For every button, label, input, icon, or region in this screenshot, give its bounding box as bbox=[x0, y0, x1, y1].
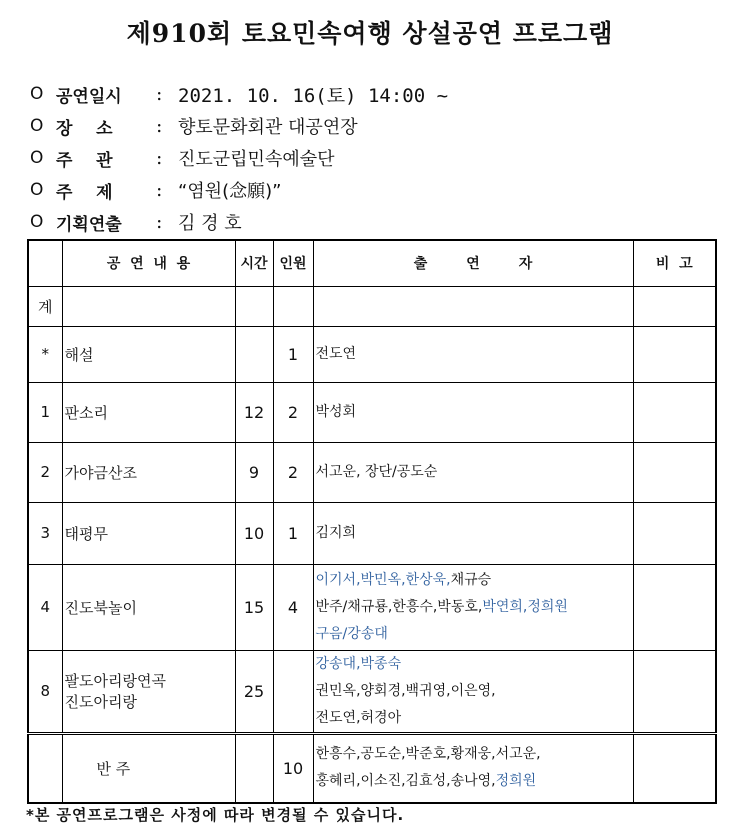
performer-line bbox=[316, 705, 631, 732]
accompaniment-people: 10 bbox=[273, 733, 313, 803]
info-value: 김 경 호 bbox=[178, 213, 242, 234]
info-label: 장 소 bbox=[56, 118, 113, 139]
performer-line bbox=[316, 520, 631, 547]
performer-names: 홍혜리,이소진,김효성,송나영, bbox=[315, 773, 496, 790]
program-people: 1 bbox=[273, 502, 313, 564]
info-row bbox=[30, 78, 448, 110]
performer-line bbox=[316, 651, 631, 678]
performer-names: 한흥수,공도순,박준호,황재웅,서고운, bbox=[315, 746, 541, 763]
note-cell bbox=[633, 564, 716, 650]
performer-names: 전도연 bbox=[315, 345, 357, 362]
program-name bbox=[62, 650, 235, 733]
header-content: 공 연 내 용 bbox=[62, 240, 235, 286]
program-name bbox=[62, 502, 235, 564]
program-time: 12 bbox=[235, 382, 273, 442]
info-row bbox=[30, 110, 448, 142]
row-number: 8 bbox=[28, 650, 62, 733]
performer-line bbox=[316, 459, 631, 486]
performer-line bbox=[316, 341, 631, 368]
info-colon: : bbox=[156, 115, 163, 137]
info-row bbox=[30, 206, 448, 238]
performers-cell bbox=[313, 326, 633, 382]
program-name-line: 팔도아리랑연곡 bbox=[64, 672, 166, 690]
performer-line bbox=[316, 594, 631, 621]
performer-names: 강송대,박종숙 bbox=[315, 655, 402, 672]
performer-line bbox=[316, 741, 631, 768]
info-row bbox=[30, 174, 448, 206]
program-name-line: 가야금산조 bbox=[64, 463, 137, 482]
performer-names: 권민옥,양회경,백귀영,이은영, bbox=[315, 682, 496, 699]
info-colon: : bbox=[156, 147, 163, 169]
performer-names: 서고운, 장단/공도순 bbox=[315, 463, 438, 480]
performer-names: 반주/채규룡,한흥수,박동호, bbox=[315, 598, 483, 615]
performer-names: 김지희 bbox=[315, 524, 357, 541]
program-table bbox=[27, 239, 717, 804]
performer-names: 박성회 bbox=[315, 403, 357, 420]
program-people: 2 bbox=[273, 442, 313, 502]
bullet-icon: O bbox=[30, 180, 44, 200]
program-time: 25 bbox=[235, 650, 273, 733]
event-info bbox=[30, 78, 448, 238]
row-number: 3 bbox=[28, 502, 62, 564]
header-performers: 출 연 자 bbox=[313, 240, 633, 286]
performer-names: 채규승 bbox=[450, 571, 492, 588]
row-number: * bbox=[28, 326, 62, 382]
row-number: 2 bbox=[28, 442, 62, 502]
page-title: 제910회 토요민속여행 상설공연 프로그램 bbox=[126, 19, 614, 48]
performer-line bbox=[316, 399, 631, 426]
program-name-line: 판소리 bbox=[64, 403, 108, 422]
info-colon: : bbox=[156, 211, 163, 233]
note-cell bbox=[633, 733, 716, 803]
program-name bbox=[62, 442, 235, 502]
accompaniment-name: 반 주 bbox=[62, 733, 235, 803]
note-cell bbox=[633, 650, 716, 733]
performer-line bbox=[316, 768, 631, 795]
program-time: 15 bbox=[235, 564, 273, 650]
note-cell bbox=[633, 502, 716, 564]
performers-cell bbox=[313, 502, 633, 564]
program-name-line: 진도북놀이 bbox=[64, 598, 137, 617]
header-blank bbox=[28, 240, 62, 286]
info-value: 2021. 10. 16(토) 14:00 ~ bbox=[178, 84, 449, 107]
program-time: 9 bbox=[235, 442, 273, 502]
program-name-line: 해설 bbox=[64, 345, 94, 364]
info-row bbox=[30, 142, 448, 174]
info-label: 공연일시 bbox=[56, 86, 122, 107]
bullet-icon: O bbox=[30, 212, 44, 232]
info-value: “염원(念願)” bbox=[178, 181, 282, 202]
note-cell bbox=[633, 442, 716, 502]
performer-names: 박연희,정희원 bbox=[482, 598, 568, 615]
performer-names: 정희원 bbox=[495, 773, 537, 790]
program-time bbox=[235, 326, 273, 382]
program-time: 10 bbox=[235, 502, 273, 564]
info-label: 주 관 bbox=[56, 150, 113, 171]
program-name bbox=[62, 564, 235, 650]
program-people: 1 bbox=[273, 326, 313, 382]
info-colon: : bbox=[156, 83, 163, 105]
program-name-line: 태평무 bbox=[64, 524, 108, 543]
info-value: 진도군립민속예술단 bbox=[178, 149, 335, 170]
row-number: 4 bbox=[28, 564, 62, 650]
header-people: 인원 bbox=[273, 240, 313, 286]
info-colon: : bbox=[156, 179, 163, 201]
footer-note: *본 공연프로그램은 사정에 따라 변경될 수 있습니다. bbox=[26, 806, 405, 824]
program-name-line: 진도아리랑 bbox=[64, 693, 137, 711]
note-cell bbox=[633, 326, 716, 382]
bullet-icon: O bbox=[30, 116, 44, 136]
performers-cell bbox=[313, 650, 633, 733]
performer-line bbox=[316, 567, 631, 594]
performer-names: 이기서,박민옥,한상욱, bbox=[315, 571, 451, 588]
accompaniment-performers bbox=[313, 733, 633, 803]
performers-cell bbox=[313, 442, 633, 502]
program-people: 4 bbox=[273, 564, 313, 650]
header-time: 시간 bbox=[235, 240, 273, 286]
note-cell bbox=[633, 382, 716, 442]
program-people bbox=[273, 650, 313, 733]
info-value: 향토문화회관 대공연장 bbox=[178, 117, 358, 138]
header-note: 비 고 bbox=[633, 240, 716, 286]
bullet-icon: O bbox=[30, 84, 44, 104]
performer-names: 전도연,허경아 bbox=[315, 709, 402, 726]
performers-cell bbox=[313, 564, 633, 650]
row-number: 1 bbox=[28, 382, 62, 442]
info-label: 기획연출 bbox=[56, 214, 122, 235]
total-label: 계 bbox=[28, 286, 62, 326]
program-name bbox=[62, 382, 235, 442]
performer-line bbox=[316, 621, 631, 648]
program-name bbox=[62, 326, 235, 382]
info-label: 주 제 bbox=[56, 182, 113, 203]
performer-line bbox=[316, 678, 631, 705]
performer-names: 구음/강송대 bbox=[315, 625, 388, 642]
program-people: 2 bbox=[273, 382, 313, 442]
bullet-icon: O bbox=[30, 148, 44, 168]
performers-cell bbox=[313, 382, 633, 442]
